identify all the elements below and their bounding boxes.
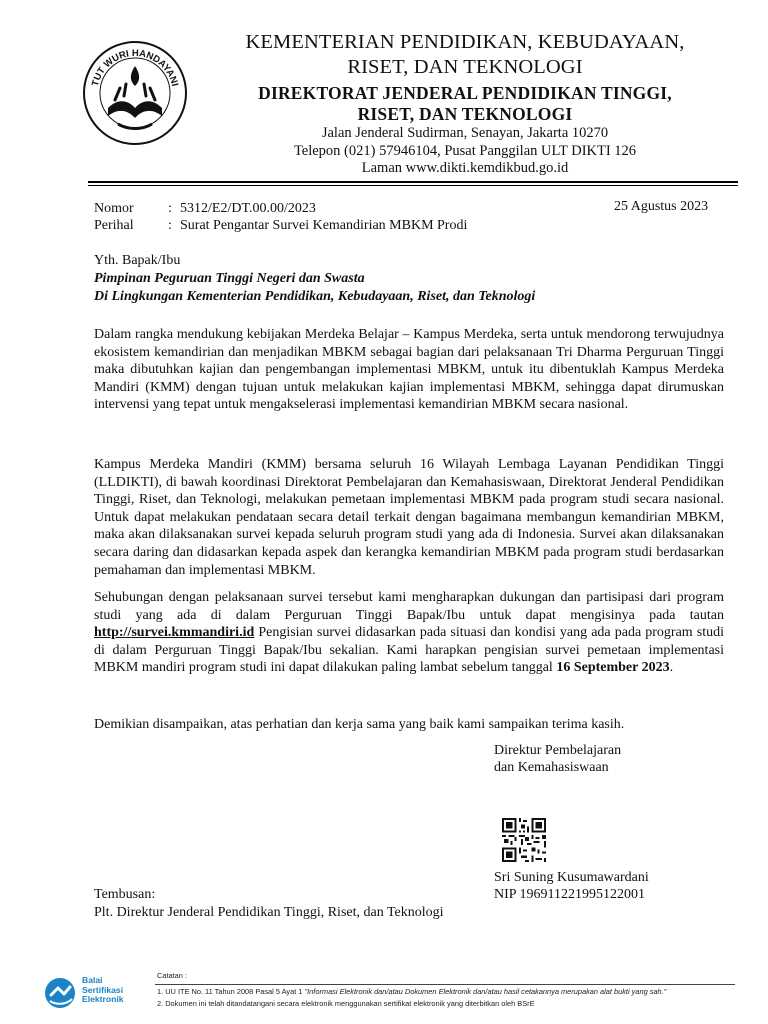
header-rule-thin [88,185,738,186]
signer-nip: NIP 196911221995122001 [494,887,646,902]
perihal-label: Perihal [94,218,134,233]
bsre-logo [42,975,142,1011]
body-paragraph-3 [94,589,724,677]
p3-text-end: . [669,660,674,676]
addressee-line1: Pimpinan Peguruan Tinggi Negeri dan Swasta [94,271,365,286]
footer-notes-title: Catatan : [157,971,187,980]
footer-note-1 [157,987,666,996]
header-address: Jalan Jenderal Sudirman, Senayan, Jakarta 10270 [321,125,609,141]
signer-title-line2: dan Kemahasiswaan [494,760,609,775]
tut-wuri-handayani-logo [80,38,190,146]
cc-label: Tembusan: [94,887,156,902]
p3-text-b: Pengisian survei didasarkan pada situasi dan kondisi yang ada pada program studi di dalam Perguruan Tinggi Bapak/Ibu sekalian. Kami harapkan pengisian survei pemetaan implementasi MBKM mandiri program studi ini dapat dilakukan paling lambat sebelum tanggal [94,625,724,676]
nomor-value: 5312/E2/DT.00.00/2023 [180,201,316,216]
survey-link[interactable]: http://survei.kmmandiri.id [94,625,255,641]
letter-date: 25 Agustus 2023 [614,199,709,214]
bsre-mark-icon [42,975,78,1011]
logo-motto-text: TUT WURI HANDAYANI [89,47,181,88]
directorate-name-line2: RISET, DAN TEKNOLOGI [357,104,573,124]
survey-deadline: 16 September 2023 [556,660,670,676]
header-rule-thick [88,181,738,183]
header-phone: Telepon (021) 57946104, Pusat Panggilan ULT DIKTI 126 [293,143,637,159]
header-website: Laman www.dikti.kemdikbud.go.id [361,160,569,176]
addressee-line2: Di Lingkungan Kementerian Pendidikan, Kebudayaan, Riset, dan Teknologi [94,289,536,304]
bsre-text-line3: Elektronik [82,994,124,1005]
cc-item: Plt. Direktur Jenderal Pendidikan Tinggi, Riset, dan Teknologi [94,905,444,920]
ministry-name-line1: KEMENTERIAN PENDIDIKAN, KEBUDAYAAN, [245,31,685,53]
body-paragraph-1: Dalam rangka mendukung kebijakan Merdeka Belajar – Kampus Merdeka, serta untuk mendorong terwujudnya ekosistem kemandirian dan menjadikan MBKM sebagai bagian dari pelaksanaan Tri Dharma Perguruan Tinggi maka dibutuhkan kajian dan pengembangan implementasi MBKM, untuk itu dibentuklah Kampus Merdeka Mandiri (KMM) dengan tujuan untuk melakukan kajian implementasi MBKM, sehingga dapat dirumuskan intervensi yang tepat untuk mengakselerasi implementasi kemandirian MBKM secara nasional. [94,327,724,413]
perihal-value: Surat Pengantar Survei Kemandirian MBKM Prodi [180,218,468,233]
nomor-label: Nomor [94,201,134,216]
footer-note-2: 2. Dokumen ini telah ditandatangani secara elektronik menggunakan sertifikat elektronik yang diterbitkan oleh BSrE [157,999,535,1008]
bsre-text-line1: Balai [82,975,103,985]
footer-note-1-quote: "Informasi Elektronik dan/atau Dokumen Elektronik dan/atau hasil cetakannya merupakan alat bukti yang sah." [304,987,667,996]
body-paragraph-2: Kampus Merdeka Mandiri (KMM) bersama seluruh 16 Wilayah Lembaga Layanan Pendidikan Tinggi (LLDIKTI), di bawah koordinasi Direktorat Pembelajaran dan Kemahasiswaan, Direktorat Jenderal Pendidikan Tinggi, Riset, dan Teknologi, melakukan pemetaan implementasi MBKM pada program studi secara nasional. Untuk dapat melakukan pendataan secara detail terkait dengan bagaimana membangun kemandirian MBKM, maka akan dilaksanakan survei kepada seluruh program studi yang ada di Indonesia. Survei akan dilaksanakan secara daring dan didasarkan kepada aspek dan kerangka kemandirian MBKM pada program studi berdasarkan pemahaman dan implementasi MBKM. [94,457,724,578]
footer-note-1-ref: 1. UU ITE No. 11 Tahun 2008 Pasal 5 Ayat 1 [157,987,305,996]
nomor-colon: : [168,201,172,216]
bsre-text-line2: Sertifikasi [82,984,124,995]
footer-rule [155,984,735,985]
body-paragraph-4: Demikian disampaikan, atas perhatian dan kerja sama yang baik kami sampaikan terima kasih. [94,717,625,732]
ministry-name-line2: RISET, DAN TEKNOLOGI [347,56,583,78]
perihal-colon: : [168,218,172,233]
directorate-name-line1: DIREKTORAT JENDERAL PENDIDIKAN TINGGI, [258,83,672,103]
p3-text-a: Sehubungan dengan pelaksanaan survei tersebut kami mengharapkan dukungan dan partisipasi dari program studi yang ada di dalam Perguruan Tinggi Bapak/Ibu untuk dapat mengisinya pada tautan [94,590,724,623]
signer-title-line1: Direktur Pembelajaran [494,743,622,758]
addressee-salutation: Yth. Bapak/Ibu [94,253,181,268]
signature-qr-code [502,818,546,862]
signer-name: Sri Suning Kusumawardani [494,870,649,885]
